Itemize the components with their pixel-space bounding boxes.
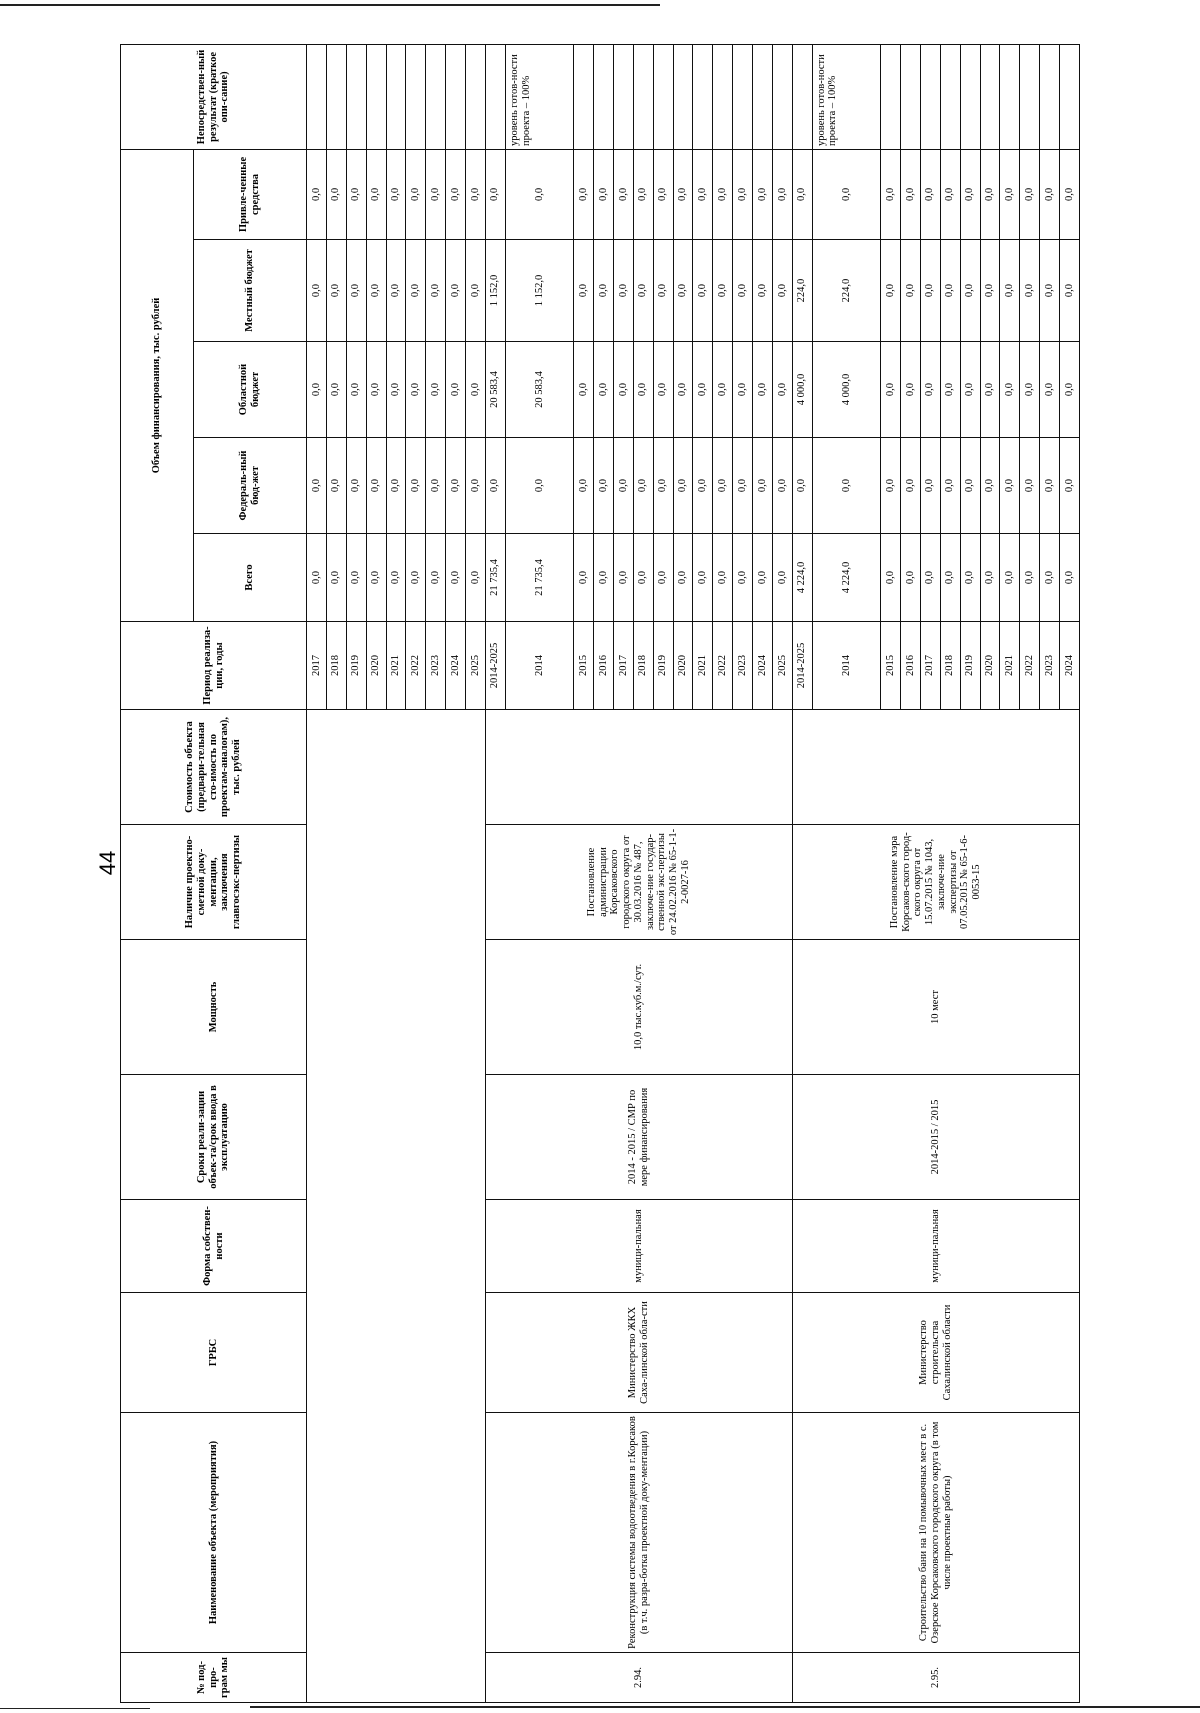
regional-cell: 0,0 — [594, 342, 614, 438]
result-cell — [613, 44, 633, 149]
total-cell: 0,0 — [713, 534, 733, 622]
local-cell: 0,0 — [1040, 240, 1060, 342]
federal-cell: 0,0 — [881, 438, 901, 534]
object-docs: Постановление администрации Корсаковского городского округа от 30.03.2016 № 487, заключе-ние государ-ственной экс-пертизы от 24.02.2016 № 65-1-1-2-0027-16 — [485, 825, 792, 940]
period-cell: 2019 — [346, 622, 366, 710]
object-capacity: 10 мест — [792, 940, 1079, 1075]
federal-cell: 0,0 — [693, 438, 713, 534]
result-cell — [792, 44, 812, 149]
period-cell: 2014-2025 — [792, 622, 812, 710]
top-rule — [0, 4, 660, 6]
object-grbs: Министерство ЖКХ Саха-линской обла-сти — [485, 1293, 792, 1413]
period-cell: 2016 — [594, 622, 614, 710]
period-cell: 2018 — [326, 622, 346, 710]
regional-cell: 0,0 — [1000, 342, 1020, 438]
bottom-rule — [250, 1706, 1200, 1708]
period-cell: 2022 — [713, 622, 733, 710]
local-cell: 0,0 — [901, 240, 921, 342]
total-cell: 21 735,4 — [505, 534, 573, 622]
regional-cell: 0,0 — [446, 342, 466, 438]
local-cell: 0,0 — [920, 240, 940, 342]
federal-cell: 0,0 — [386, 438, 406, 534]
regional-cell: 0,0 — [613, 342, 633, 438]
attracted-cell: 0,0 — [753, 149, 773, 239]
total-cell: 0,0 — [1000, 534, 1020, 622]
header-attracted: Привле-ченные средства — [194, 149, 307, 239]
attracted-cell: 0,0 — [901, 149, 921, 239]
result-cell — [733, 44, 753, 149]
result-cell — [466, 44, 486, 149]
federal-cell: 0,0 — [1020, 438, 1040, 534]
regional-cell: 0,0 — [386, 342, 406, 438]
result-cell — [594, 44, 614, 149]
local-cell: 0,0 — [940, 240, 960, 342]
local-cell: 0,0 — [753, 240, 773, 342]
total-cell: 0,0 — [346, 534, 366, 622]
period-cell: 2021 — [1000, 622, 1020, 710]
total-cell: 4 224,0 — [792, 534, 812, 622]
header-grbs: ГРБС — [121, 1293, 307, 1413]
attracted-cell: 0,0 — [1000, 149, 1020, 239]
period-cell: 2020 — [673, 622, 693, 710]
federal-cell: 0,0 — [466, 438, 486, 534]
result-cell — [1020, 44, 1040, 149]
result-cell — [920, 44, 940, 149]
local-cell: 224,0 — [812, 240, 880, 342]
total-cell: 0,0 — [633, 534, 653, 622]
federal-cell: 0,0 — [812, 438, 880, 534]
regional-cell: 0,0 — [574, 342, 594, 438]
total-cell: 0,0 — [1060, 534, 1080, 622]
result-cell — [485, 44, 505, 149]
federal-cell: 0,0 — [920, 438, 940, 534]
federal-cell: 0,0 — [326, 438, 346, 534]
regional-cell: 0,0 — [633, 342, 653, 438]
federal-cell: 0,0 — [485, 438, 505, 534]
federal-cell: 0,0 — [505, 438, 573, 534]
federal-cell: 0,0 — [792, 438, 812, 534]
result-cell — [901, 44, 921, 149]
result-cell — [653, 44, 673, 149]
object-name: Реконструкция системы водоотведения в г.Корсаков (в т.ч. разра-ботка проектной доку-ментации) — [485, 1413, 792, 1653]
total-cell: 0,0 — [426, 534, 446, 622]
period-cell: 2014 — [812, 622, 880, 710]
period-cell: 2017 — [307, 622, 327, 710]
period-cell: 2022 — [1020, 622, 1040, 710]
federal-cell: 0,0 — [446, 438, 466, 534]
object-number: 2.95. — [792, 1653, 1079, 1703]
regional-cell: 0,0 — [406, 342, 426, 438]
period-cell: 2023 — [426, 622, 446, 710]
regional-cell: 0,0 — [733, 342, 753, 438]
period-cell: 2016 — [901, 622, 921, 710]
header-name: Наименование объекта (мероприятия) — [121, 1413, 307, 1653]
period-cell: 2018 — [633, 622, 653, 710]
attracted-cell: 0,0 — [1040, 149, 1060, 239]
total-cell: 0,0 — [406, 534, 426, 622]
object-capacity: 10,0 тыс.куб.м./сут. — [485, 940, 792, 1075]
regional-cell: 0,0 — [772, 342, 792, 438]
regional-cell: 20 583,4 — [485, 342, 505, 438]
local-cell: 224,0 — [792, 240, 812, 342]
local-cell: 0,0 — [307, 240, 327, 342]
attracted-cell: 0,0 — [881, 149, 901, 239]
total-cell: 0,0 — [753, 534, 773, 622]
period-cell: 2024 — [446, 622, 466, 710]
local-cell: 0,0 — [733, 240, 753, 342]
object-docs: Постановление мэра Корсаков-ского город-ского округа от 15.07.2015 № 1043, заключе-ние экспертизы от 07.05.2015 № 65-1-6-0053-15 — [792, 825, 1079, 940]
period-cell: 2017 — [920, 622, 940, 710]
attracted-cell: 0,0 — [505, 149, 573, 239]
regional-cell: 4 000,0 — [792, 342, 812, 438]
object-ownership: муници-пальная — [792, 1200, 1079, 1293]
regional-cell: 4 000,0 — [812, 342, 880, 438]
period-cell: 2014-2025 — [485, 622, 505, 710]
result-cell — [386, 44, 406, 149]
federal-cell: 0,0 — [940, 438, 960, 534]
result-cell — [1060, 44, 1080, 149]
result-cell — [346, 44, 366, 149]
regional-cell: 0,0 — [960, 342, 980, 438]
result-cell — [406, 44, 426, 149]
attracted-cell: 0,0 — [594, 149, 614, 239]
period-cell: 2021 — [386, 622, 406, 710]
period-cell: 2020 — [366, 622, 386, 710]
header-regional: Областной бюджет — [194, 342, 307, 438]
period-cell: 2024 — [1060, 622, 1080, 710]
attracted-cell: 0,0 — [673, 149, 693, 239]
period-cell: 2024 — [753, 622, 773, 710]
total-cell: 0,0 — [446, 534, 466, 622]
attracted-cell: 0,0 — [960, 149, 980, 239]
header-federal: Федераль-ный бюд-жет — [194, 438, 307, 534]
local-cell: 0,0 — [881, 240, 901, 342]
regional-cell: 0,0 — [753, 342, 773, 438]
result-cell — [633, 44, 653, 149]
regional-cell: 0,0 — [346, 342, 366, 438]
attracted-cell: 0,0 — [633, 149, 653, 239]
total-cell: 0,0 — [613, 534, 633, 622]
regional-cell: 0,0 — [901, 342, 921, 438]
local-cell: 0,0 — [653, 240, 673, 342]
federal-cell: 0,0 — [613, 438, 633, 534]
period-cell: 2019 — [960, 622, 980, 710]
header-terms: Сроки реали-зации объек-та/срок ввода в эксплуатацию — [121, 1075, 307, 1200]
header-funding: Объем финансирования, тыс. рублей — [121, 149, 194, 621]
regional-cell: 0,0 — [653, 342, 673, 438]
result-cell — [366, 44, 386, 149]
federal-cell: 0,0 — [772, 438, 792, 534]
attracted-cell: 0,0 — [307, 149, 327, 239]
header-num: № под-про-грам мы — [121, 1653, 307, 1703]
total-cell: 0,0 — [1020, 534, 1040, 622]
result-cell — [307, 44, 327, 149]
result-cell: уровень готов-ности проекта – 100% — [505, 44, 573, 149]
period-cell: 2019 — [653, 622, 673, 710]
result-cell — [1040, 44, 1060, 149]
local-cell: 0,0 — [326, 240, 346, 342]
bottom-rule-left — [0, 1708, 150, 1709]
federal-cell: 0,0 — [753, 438, 773, 534]
object-number: 2.94. — [485, 1653, 792, 1703]
result-cell — [426, 44, 446, 149]
federal-cell: 0,0 — [960, 438, 980, 534]
federal-cell: 0,0 — [307, 438, 327, 534]
result-cell — [574, 44, 594, 149]
attracted-cell: 0,0 — [466, 149, 486, 239]
local-cell: 0,0 — [466, 240, 486, 342]
result-cell — [881, 44, 901, 149]
object-grbs: Министерство строительства Сахалинской области — [792, 1293, 1079, 1413]
result-cell — [713, 44, 733, 149]
regional-cell: 0,0 — [366, 342, 386, 438]
total-cell: 0,0 — [772, 534, 792, 622]
local-cell: 0,0 — [366, 240, 386, 342]
continuation-blank-cell — [307, 710, 486, 1703]
attracted-cell: 0,0 — [940, 149, 960, 239]
total-cell: 0,0 — [920, 534, 940, 622]
regional-cell: 0,0 — [466, 342, 486, 438]
federal-cell: 0,0 — [1060, 438, 1080, 534]
local-cell: 0,0 — [713, 240, 733, 342]
header-period: Период реализа-ции, годы — [121, 622, 307, 710]
total-cell: 0,0 — [326, 534, 346, 622]
header-total: Всего — [194, 534, 307, 622]
regional-cell: 0,0 — [326, 342, 346, 438]
period-cell: 2015 — [881, 622, 901, 710]
total-cell: 21 735,4 — [485, 534, 505, 622]
attracted-cell: 0,0 — [1020, 149, 1040, 239]
local-cell: 0,0 — [1060, 240, 1080, 342]
total-cell: 0,0 — [960, 534, 980, 622]
rotated-table-frame — [120, 45, 1080, 1703]
table-row — [792, 44, 812, 1702]
table-body — [307, 44, 1080, 1702]
regional-cell: 0,0 — [940, 342, 960, 438]
period-cell: 2025 — [772, 622, 792, 710]
total-cell: 0,0 — [574, 534, 594, 622]
total-cell: 0,0 — [733, 534, 753, 622]
attracted-cell: 0,0 — [613, 149, 633, 239]
local-cell: 0,0 — [673, 240, 693, 342]
local-cell: 0,0 — [346, 240, 366, 342]
federal-cell: 0,0 — [1040, 438, 1060, 534]
total-cell: 4 224,0 — [812, 534, 880, 622]
object-terms: 2014-2015 / 2015 — [792, 1075, 1079, 1200]
regional-cell: 0,0 — [1040, 342, 1060, 438]
regional-cell: 0,0 — [1020, 342, 1040, 438]
total-cell: 0,0 — [366, 534, 386, 622]
local-cell: 0,0 — [960, 240, 980, 342]
result-cell — [772, 44, 792, 149]
federal-cell: 0,0 — [633, 438, 653, 534]
table-row — [307, 44, 327, 1702]
period-cell: 2017 — [613, 622, 633, 710]
total-cell: 0,0 — [881, 534, 901, 622]
federal-cell: 0,0 — [406, 438, 426, 534]
local-cell: 0,0 — [772, 240, 792, 342]
attracted-cell: 0,0 — [485, 149, 505, 239]
period-cell: 2023 — [1040, 622, 1060, 710]
attracted-cell: 0,0 — [920, 149, 940, 239]
regional-cell: 0,0 — [881, 342, 901, 438]
regional-cell: 0,0 — [980, 342, 1000, 438]
local-cell: 1 152,0 — [485, 240, 505, 342]
regional-cell: 0,0 — [307, 342, 327, 438]
local-cell: 0,0 — [980, 240, 1000, 342]
regional-cell: 0,0 — [1060, 342, 1080, 438]
period-cell: 2022 — [406, 622, 426, 710]
local-cell: 0,0 — [406, 240, 426, 342]
local-cell: 0,0 — [1000, 240, 1020, 342]
total-cell: 0,0 — [980, 534, 1000, 622]
result-cell — [693, 44, 713, 149]
result-cell: уровень готов-ности проекта – 100% — [812, 44, 880, 149]
federal-cell: 0,0 — [426, 438, 446, 534]
header-local: Местный бюджет — [194, 240, 307, 342]
local-cell: 1 152,0 — [505, 240, 573, 342]
total-cell: 0,0 — [940, 534, 960, 622]
federal-cell: 0,0 — [733, 438, 753, 534]
attracted-cell: 0,0 — [980, 149, 1000, 239]
total-cell: 0,0 — [673, 534, 693, 622]
local-cell: 0,0 — [446, 240, 466, 342]
total-cell: 0,0 — [901, 534, 921, 622]
object-cost — [485, 710, 792, 825]
object-name: Строительство бани на 10 помывочных мест в с. Озерское Корсаковского городского округа (в том числе проектные работы) — [792, 1413, 1079, 1653]
result-cell — [960, 44, 980, 149]
total-cell: 0,0 — [386, 534, 406, 622]
total-cell: 0,0 — [594, 534, 614, 622]
attracted-cell: 0,0 — [426, 149, 446, 239]
period-cell: 2025 — [466, 622, 486, 710]
header-result: Непосредствен-ный результат (краткое опи-сание) — [121, 44, 307, 149]
header-docs: Наличие проектно-сметной доку-ментации, заключения главгосэкс-пертизы — [121, 825, 307, 940]
attracted-cell: 0,0 — [653, 149, 673, 239]
header-cost: Стоимость объекта (предвари-тельная сто-имость по проектам-аналогам), тыс. рублей — [121, 710, 307, 825]
page-number: 44 — [95, 850, 120, 876]
result-cell — [326, 44, 346, 149]
regional-cell: 0,0 — [920, 342, 940, 438]
attracted-cell: 0,0 — [1060, 149, 1080, 239]
regional-cell: 0,0 — [713, 342, 733, 438]
attracted-cell: 0,0 — [366, 149, 386, 239]
federal-cell: 0,0 — [594, 438, 614, 534]
period-cell: 2015 — [574, 622, 594, 710]
federal-cell: 0,0 — [366, 438, 386, 534]
header-capacity: Мощность — [121, 940, 307, 1075]
attracted-cell: 0,0 — [326, 149, 346, 239]
local-cell: 0,0 — [574, 240, 594, 342]
header-ownership: Форма собствен-ности — [121, 1200, 307, 1293]
total-cell: 0,0 — [653, 534, 673, 622]
result-cell — [446, 44, 466, 149]
attracted-cell: 0,0 — [792, 149, 812, 239]
attracted-cell: 0,0 — [772, 149, 792, 239]
regional-cell: 0,0 — [426, 342, 446, 438]
attracted-cell: 0,0 — [346, 149, 366, 239]
regional-cell: 0,0 — [673, 342, 693, 438]
attracted-cell: 0,0 — [693, 149, 713, 239]
rotated-table-inner — [120, 45, 1080, 1703]
attracted-cell: 0,0 — [386, 149, 406, 239]
table-row — [485, 44, 505, 1702]
federal-cell: 0,0 — [574, 438, 594, 534]
period-cell: 2023 — [733, 622, 753, 710]
attracted-cell: 0,0 — [406, 149, 426, 239]
federal-cell: 0,0 — [901, 438, 921, 534]
local-cell: 0,0 — [693, 240, 713, 342]
result-cell — [753, 44, 773, 149]
attracted-cell: 0,0 — [713, 149, 733, 239]
federal-cell: 0,0 — [713, 438, 733, 534]
result-cell — [673, 44, 693, 149]
total-cell: 0,0 — [693, 534, 713, 622]
local-cell: 0,0 — [426, 240, 446, 342]
local-cell: 0,0 — [386, 240, 406, 342]
attracted-cell: 0,0 — [446, 149, 466, 239]
financing-table — [120, 44, 1080, 1703]
federal-cell: 0,0 — [673, 438, 693, 534]
regional-cell: 20 583,4 — [505, 342, 573, 438]
period-cell: 2021 — [693, 622, 713, 710]
federal-cell: 0,0 — [1000, 438, 1020, 534]
period-cell: 2018 — [940, 622, 960, 710]
period-cell: 2020 — [980, 622, 1000, 710]
attracted-cell: 0,0 — [733, 149, 753, 239]
total-cell: 0,0 — [466, 534, 486, 622]
regional-cell: 0,0 — [693, 342, 713, 438]
object-cost — [792, 710, 1079, 825]
federal-cell: 0,0 — [980, 438, 1000, 534]
local-cell: 0,0 — [633, 240, 653, 342]
result-cell — [940, 44, 960, 149]
period-cell: 2014 — [505, 622, 573, 710]
object-terms: 2014 - 2015 / СМР по мере финансирования — [485, 1075, 792, 1200]
total-cell: 0,0 — [1040, 534, 1060, 622]
attracted-cell: 0,0 — [574, 149, 594, 239]
attracted-cell: 0,0 — [812, 149, 880, 239]
local-cell: 0,0 — [1020, 240, 1040, 342]
local-cell: 0,0 — [594, 240, 614, 342]
total-cell: 0,0 — [307, 534, 327, 622]
local-cell: 0,0 — [613, 240, 633, 342]
object-ownership: муници-пальная — [485, 1200, 792, 1293]
federal-cell: 0,0 — [653, 438, 673, 534]
result-cell — [1000, 44, 1020, 149]
federal-cell: 0,0 — [346, 438, 366, 534]
result-cell — [980, 44, 1000, 149]
